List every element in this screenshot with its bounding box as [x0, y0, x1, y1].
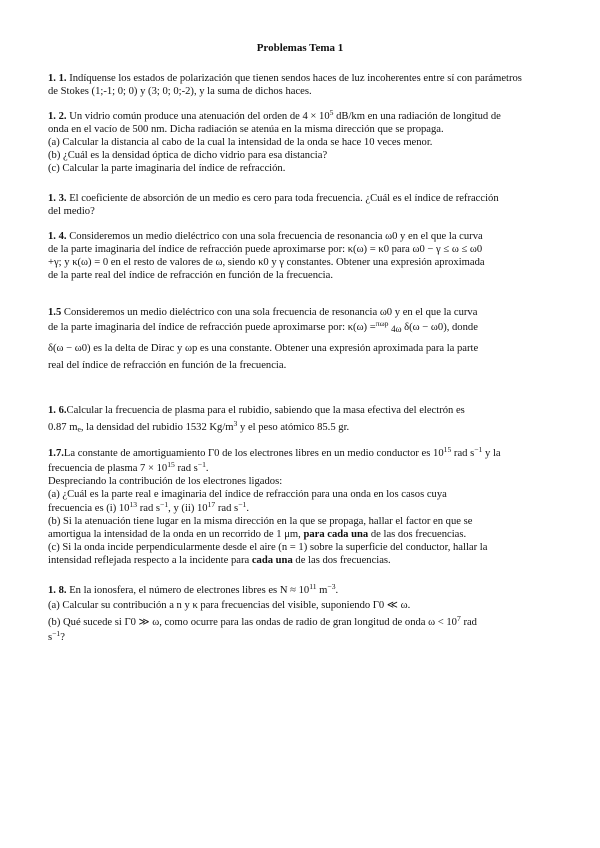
problem-number: 1.5: [48, 307, 62, 318]
problem-number: 1. 6.: [48, 405, 67, 416]
problem-1-1-line-1: 1. 1. Indíquense los estados de polarización que tienen sendos haces de luz incoherentes entre sí con parámetros: [48, 73, 522, 84]
problem-1-5-line-4: real del índice de refracción en función de la frecuencia.: [48, 360, 287, 371]
problem-1-7-item-c-2: intensidad reflejada respecto a la incidente para cada una de las dos frecuencias.: [48, 555, 391, 566]
problem-number: 1.7.: [48, 448, 64, 459]
problem-1-5-line-1: 1.5 Consideremos un medio dieléctrico con una sola frecuencia de resonancia ω0 y en el que la curva: [48, 307, 478, 318]
problem-1-2-item-c: (c) Calcular la parte imaginaria del índice de refracción.: [48, 163, 286, 174]
problem-1-4-line-4: de la parte real del índice de refracción en función de la frecuencia.: [48, 270, 333, 281]
problem-1-3: [48, 192, 564, 218]
problem-1-5-line-2: de la parte imaginaria del índice de refracción puede aproximarse por: κ(ω) =$^{\pi\omega p}$ $_{4\omega}$ δ(ω − ω0), donde: [48, 318, 478, 334]
problem-1-6-line-1: 1. 6.Calcular la frecuencia de plasma para el rubidio, sabiendo que la masa efectiva del electrón es: [48, 405, 465, 416]
problem-number: 1. 3.: [48, 193, 67, 204]
problem-1-7-item-b-2: amortigua la intensidad de la onda en un recorrido de 1 μm, para cada una de las dos frecuencias.: [48, 529, 467, 540]
problem-1-4-line-3: +γ; y κ(ω) = 0 en el resto de valores de ω, siendo κ0 y γ constantes. Obtener una expresión aproximada: [48, 257, 485, 268]
problem-1-8: [48, 581, 564, 644]
problem-1-1: [48, 72, 564, 98]
problem-1-7-line-3: Despreciando la contribución de los electrones ligados:: [48, 476, 283, 487]
page-title: Problemas Tema 1: [256, 42, 344, 54]
problem-1-8-item-b-1: (b) Qué sucede si Γ0 ≫ ω, como ocurre para las ondas de radio de gran longitud de onda $\omega < 10^7$ rad: [48, 613, 477, 628]
problem-1-7-item-a-1: (a) ¿Cuál es la parte real e imaginaria del índice de refracción para una onda en los casos cuya: [48, 489, 447, 500]
problem-1-2: [48, 107, 564, 175]
problem-number: 1. 8.: [48, 585, 67, 596]
problem-1-4-line-1: 1. 4. Consideremos un medio dieléctrico con una sola frecuencia de resonancia ω0 y en el que la curva: [48, 231, 483, 242]
problem-1-3-line-1: 1. 3. El coeficiente de absorción de un medio es cero para toda frecuencia. ¿Cuál es el índice de refracción: [48, 193, 499, 204]
problem-1-5-line-3: δ(ω − ω0) es la delta de Dirac y ωp es una constante. Obtener una expresión aproximada para la parte: [48, 343, 479, 354]
problem-1-8-item-a: (a) Calcular su contribución a n y κ para frecuencias del visible, suponiendo Γ0 ≪ ω.: [48, 600, 411, 611]
problem-1-5: [48, 306, 564, 372]
problem-1-2-line-2: onda en el vacío de 500 nm. Dicha radiación se atenúa en la misma dirección que se propaga.: [48, 124, 444, 135]
problem-1-2-item-a: (a) Calcular la distancia al cabo de la cual la intensidad de la onda se hace 10 veces menor.: [48, 137, 433, 148]
problem-1-7-item-a-2: frecuencia es (i) $10^{13}$ rad $s^{-1}$, y (ii) $10^{17}$ rad $s^{-1}$.: [48, 499, 249, 514]
problem-1-8-line-1: 1. 8. En la ionosfera, el número de electrones libres es $N \approx 10^{11}$ $m^{-3}$.: [48, 581, 339, 596]
problem-1-7-item-b-1: (b) Si la atenuación tiene lugar en la misma dirección en la que se propaga, hallar el factor en que se: [48, 516, 473, 527]
problem-1-8-item-b-2: $s^{-1}$?: [48, 628, 65, 643]
problem-1-7-line-1: 1.7.La constante de amortiguamiento Γ0 de los electrones libres en un medio conductor es $10^{15}$ rad $s^{-1}$ y la: [48, 444, 501, 459]
problem-1-2-item-b: (b) ¿Cuál es la densidad óptica de dicho vidrio para esa distancia?: [48, 150, 328, 161]
problem-1-3-line-2: del medio?: [48, 206, 95, 217]
problem-1-4: [48, 230, 564, 282]
problem-1-2-line-1: 1. 2. Un vidrio común produce una atenuación del orden de $4 \times 10^5$ dB/km en una radiación de longitud de: [48, 107, 501, 122]
problem-number: 1. 1.: [48, 73, 67, 84]
problem-number: 1. 4.: [48, 231, 67, 242]
problem-1-1-line-2: de Stokes (1;-1; 0; 0) y (3; 0; 0;-2), y la suma de dichos haces.: [48, 86, 312, 97]
problem-1-4-line-2: de la parte imaginaria del índice de refracción puede aproximarse por: κ(ω) = κ0 para ω0 − γ ≤ ω ≤ ω0: [48, 244, 483, 255]
problem-1-6-line-2: 0.87 $m_e$, la densidad del rubidio 1532 $Kg/m^3$ y el peso atómico 85.5 gr.: [48, 418, 350, 434]
problem-1-7: [48, 444, 564, 567]
problem-1-7-line-2: frecuencia de plasma $7 \times 10^{15}$ rad $s^{-1}$.: [48, 459, 209, 474]
problem-number: 1. 2.: [48, 111, 67, 122]
problem-1-6: [48, 404, 564, 434]
problem-1-7-item-c-1: (c) Si la onda incide perpendicularmente desde el aire (n = 1) sobre la superficie del conductor, hallar la: [48, 542, 488, 553]
